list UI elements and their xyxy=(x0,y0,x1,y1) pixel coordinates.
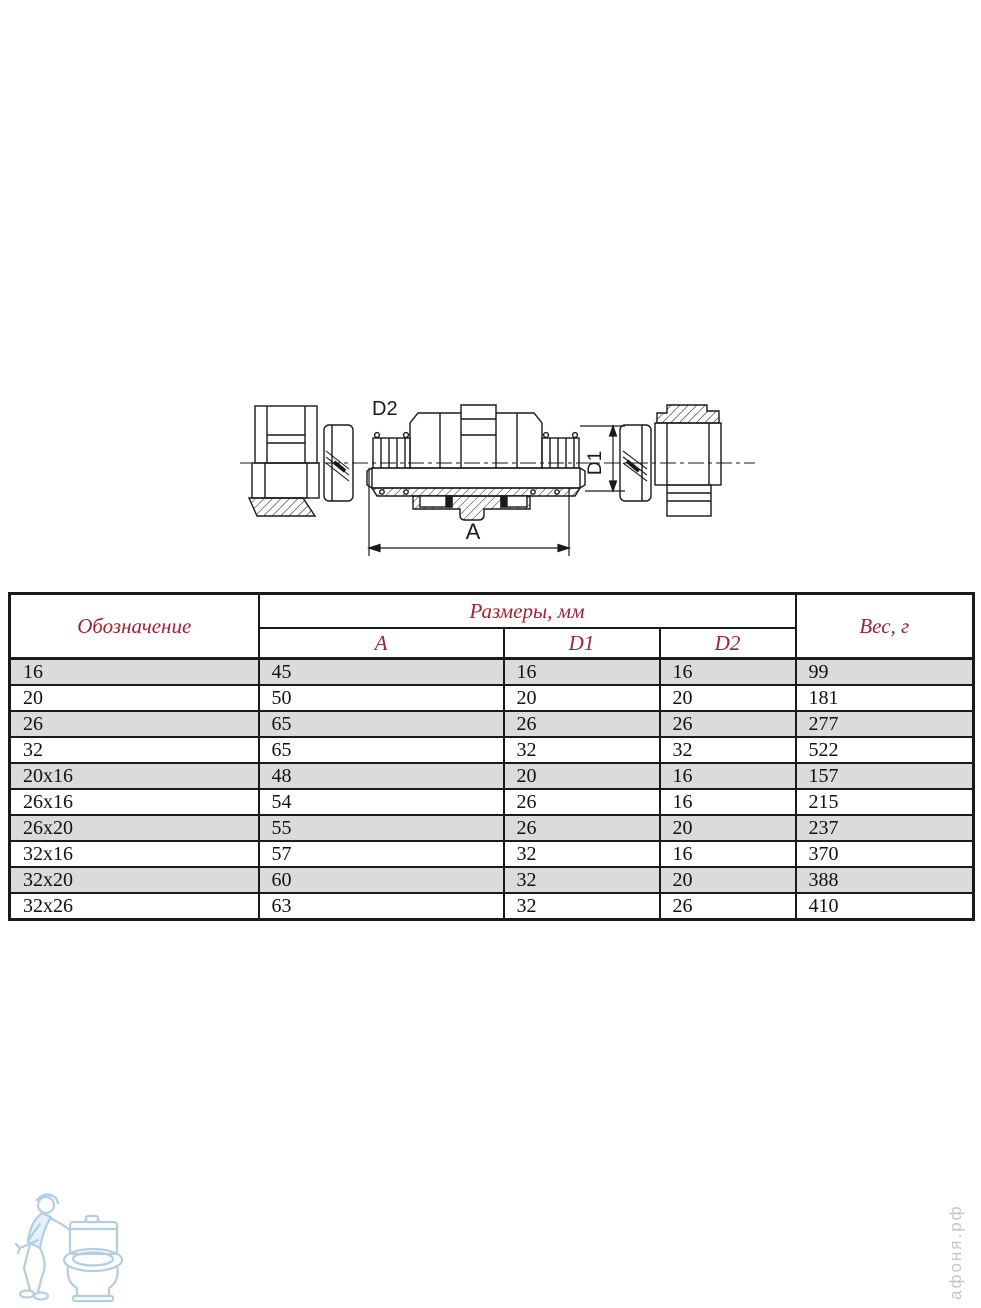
cell-a: 65 xyxy=(259,737,504,763)
cell-weight: 181 xyxy=(796,685,974,711)
cell-designation: 32x26 xyxy=(10,893,259,920)
cell-weight: 277 xyxy=(796,711,974,737)
cell-weight: 99 xyxy=(796,659,974,686)
cell-d1: 32 xyxy=(504,737,660,763)
cell-a: 50 xyxy=(259,685,504,711)
cell-weight: 522 xyxy=(796,737,974,763)
dimension-label-d2: D2 xyxy=(372,398,398,420)
dimension-label-d1: D1 xyxy=(585,450,606,476)
cell-d1: 32 xyxy=(504,841,660,867)
header-weight: Вес, г xyxy=(796,594,974,659)
table-row xyxy=(10,867,974,893)
cell-a: 65 xyxy=(259,711,504,737)
cell-designation: 32x20 xyxy=(10,867,259,893)
cell-weight: 410 xyxy=(796,893,974,920)
cell-a: 55 xyxy=(259,815,504,841)
cell-d2: 20 xyxy=(660,815,796,841)
table-row xyxy=(10,737,974,763)
dimensions-table-wrap xyxy=(8,592,975,921)
cell-designation: 20x16 xyxy=(10,763,259,789)
cell-a: 57 xyxy=(259,841,504,867)
cell-d1: 20 xyxy=(504,685,660,711)
dimension-label-a: A xyxy=(465,519,481,544)
cell-d1: 26 xyxy=(504,789,660,815)
plumber-watermark-icon xyxy=(10,1186,142,1304)
cell-a: 63 xyxy=(259,893,504,920)
cell-d1: 26 xyxy=(504,815,660,841)
subheader-a: A xyxy=(259,628,504,659)
cell-a: 54 xyxy=(259,789,504,815)
cell-a: 48 xyxy=(259,763,504,789)
site-watermark: афоня.рф xyxy=(946,1204,965,1300)
cell-d2: 16 xyxy=(660,841,796,867)
table-row xyxy=(10,815,974,841)
cell-designation: 32x16 xyxy=(10,841,259,867)
table-row xyxy=(10,763,974,789)
cell-d1: 32 xyxy=(504,867,660,893)
cell-d1: 32 xyxy=(504,893,660,920)
cell-d2: 32 xyxy=(660,737,796,763)
table-row xyxy=(10,789,974,815)
cell-d1: 20 xyxy=(504,763,660,789)
left-nut xyxy=(249,406,319,516)
cell-weight: 157 xyxy=(796,763,974,789)
header-designation: Обозначение xyxy=(10,594,259,659)
cell-weight: 370 xyxy=(796,841,974,867)
cell-designation: 26x20 xyxy=(10,815,259,841)
cell-d2: 26 xyxy=(660,893,796,920)
cell-d2: 20 xyxy=(660,867,796,893)
cell-weight: 388 xyxy=(796,867,974,893)
subheader-d1: D1 xyxy=(504,628,660,659)
right-nut xyxy=(655,405,721,516)
cell-d1: 16 xyxy=(504,659,660,686)
cell-designation: 26 xyxy=(10,711,259,737)
cell-d2: 16 xyxy=(660,763,796,789)
cell-d2: 26 xyxy=(660,711,796,737)
subheader-d2: D2 xyxy=(660,628,796,659)
table-row xyxy=(10,685,974,711)
cell-designation: 20 xyxy=(10,685,259,711)
cell-d2: 20 xyxy=(660,685,796,711)
header-dimensions: Размеры, мм xyxy=(259,594,796,629)
cell-d1: 26 xyxy=(504,711,660,737)
cell-designation: 26x16 xyxy=(10,789,259,815)
table-row xyxy=(10,659,974,686)
table-row xyxy=(10,893,974,920)
cell-a: 45 xyxy=(259,659,504,686)
dimensions-table xyxy=(8,592,975,921)
cell-d2: 16 xyxy=(660,789,796,815)
table-row xyxy=(10,711,974,737)
cell-designation: 32 xyxy=(10,737,259,763)
table-row xyxy=(10,841,974,867)
cell-d2: 16 xyxy=(660,659,796,686)
cell-designation: 16 xyxy=(10,659,259,686)
cell-a: 60 xyxy=(259,867,504,893)
cell-weight: 215 xyxy=(796,789,974,815)
fitting-technical-drawing xyxy=(235,383,765,583)
cell-weight: 237 xyxy=(796,815,974,841)
